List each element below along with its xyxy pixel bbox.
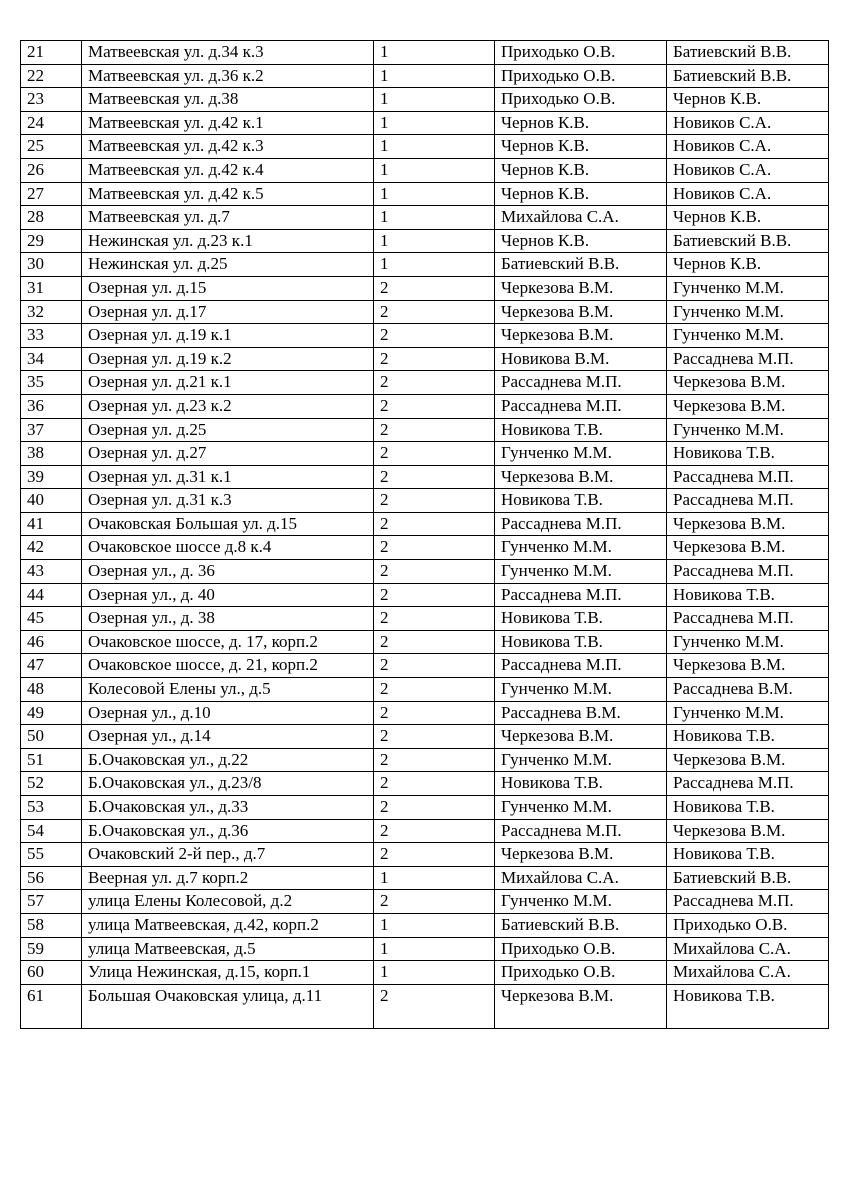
district-cell: 1 bbox=[374, 253, 495, 277]
district-cell: 1 bbox=[374, 158, 495, 182]
row-number-cell: 25 bbox=[21, 135, 82, 159]
row-number-cell: 59 bbox=[21, 937, 82, 961]
district-cell: 2 bbox=[374, 725, 495, 749]
responsible-person-cell: Чернов К.В. bbox=[495, 135, 667, 159]
district-cell: 2 bbox=[374, 843, 495, 867]
district-cell: 1 bbox=[374, 88, 495, 112]
deputy-person-cell: Михайлова С.А. bbox=[667, 937, 829, 961]
responsible-person-cell: Черкезова В.М. bbox=[495, 465, 667, 489]
table-row bbox=[21, 748, 829, 772]
row-number-cell: 22 bbox=[21, 64, 82, 88]
responsible-person-cell: Рассаднева М.П. bbox=[495, 654, 667, 678]
address-cell: Матвеевская ул. д.42 к.4 bbox=[82, 158, 374, 182]
deputy-person-cell: Батиевский В.В. bbox=[667, 866, 829, 890]
responsible-person-cell: Рассаднева М.П. bbox=[495, 819, 667, 843]
district-cell: 1 bbox=[374, 866, 495, 890]
table-row bbox=[21, 489, 829, 513]
district-cell: 2 bbox=[374, 536, 495, 560]
row-number-cell: 26 bbox=[21, 158, 82, 182]
deputy-person-cell: Гунченко М.М. bbox=[667, 701, 829, 725]
district-cell: 2 bbox=[374, 819, 495, 843]
address-cell: Матвеевская ул. д.42 к.1 bbox=[82, 111, 374, 135]
table-row bbox=[21, 654, 829, 678]
table-row bbox=[21, 41, 829, 65]
address-cell: Матвеевская ул. д.42 к.5 bbox=[82, 182, 374, 206]
row-number-cell: 32 bbox=[21, 300, 82, 324]
table-row bbox=[21, 772, 829, 796]
row-number-cell: 38 bbox=[21, 442, 82, 466]
address-cell: Большая Очаковская улица, д.11 bbox=[82, 984, 374, 1028]
address-cell: Озерная ул. д.19 к.1 bbox=[82, 324, 374, 348]
address-cell: Б.Очаковская ул., д.36 bbox=[82, 819, 374, 843]
district-cell: 2 bbox=[374, 347, 495, 371]
district-cell: 2 bbox=[374, 442, 495, 466]
responsible-person-cell: Приходько О.В. bbox=[495, 41, 667, 65]
address-cell: Озерная ул., д. 36 bbox=[82, 560, 374, 584]
address-cell: Очаковская Большая ул. д.15 bbox=[82, 512, 374, 536]
table-row bbox=[21, 229, 829, 253]
address-cell: Очаковский 2-й пер., д.7 bbox=[82, 843, 374, 867]
row-number-cell: 54 bbox=[21, 819, 82, 843]
row-number-cell: 49 bbox=[21, 701, 82, 725]
row-number-cell: 33 bbox=[21, 324, 82, 348]
responsible-person-cell: Батиевский В.В. bbox=[495, 913, 667, 937]
district-cell: 2 bbox=[374, 890, 495, 914]
table-body bbox=[21, 41, 829, 1029]
table-row bbox=[21, 182, 829, 206]
row-number-cell: 42 bbox=[21, 536, 82, 560]
table-row bbox=[21, 347, 829, 371]
deputy-person-cell: Новикова Т.В. bbox=[667, 796, 829, 820]
address-cell: Б.Очаковская ул., д.23/8 bbox=[82, 772, 374, 796]
row-number-cell: 40 bbox=[21, 489, 82, 513]
address-cell: Колесовой Елены ул., д.5 bbox=[82, 678, 374, 702]
address-cell: Озерная ул., д. 38 bbox=[82, 607, 374, 631]
row-number-cell: 27 bbox=[21, 182, 82, 206]
district-cell: 2 bbox=[374, 772, 495, 796]
address-cell: Озерная ул. д.17 bbox=[82, 300, 374, 324]
row-number-cell: 28 bbox=[21, 206, 82, 230]
deputy-person-cell: Батиевский В.В. bbox=[667, 41, 829, 65]
table-row bbox=[21, 913, 829, 937]
address-cell: Нежинская ул. д.25 bbox=[82, 253, 374, 277]
responsible-person-cell: Приходько О.В. bbox=[495, 88, 667, 112]
row-number-cell: 53 bbox=[21, 796, 82, 820]
deputy-person-cell: Гунченко М.М. bbox=[667, 276, 829, 300]
responsible-person-cell: Рассаднева В.М. bbox=[495, 701, 667, 725]
district-cell: 2 bbox=[374, 630, 495, 654]
row-number-cell: 61 bbox=[21, 984, 82, 1028]
responsible-person-cell: Новикова Т.В. bbox=[495, 607, 667, 631]
deputy-person-cell: Новикова Т.В. bbox=[667, 725, 829, 749]
deputy-person-cell: Гунченко М.М. bbox=[667, 418, 829, 442]
row-number-cell: 47 bbox=[21, 654, 82, 678]
district-cell: 2 bbox=[374, 701, 495, 725]
deputy-person-cell: Черкезова В.М. bbox=[667, 536, 829, 560]
deputy-person-cell: Новиков С.А. bbox=[667, 111, 829, 135]
row-number-cell: 30 bbox=[21, 253, 82, 277]
responsible-person-cell: Гунченко М.М. bbox=[495, 442, 667, 466]
row-number-cell: 35 bbox=[21, 371, 82, 395]
responsible-person-cell: Рассаднева М.П. bbox=[495, 371, 667, 395]
responsible-person-cell: Черкезова В.М. bbox=[495, 300, 667, 324]
responsible-person-cell: Рассаднева М.П. bbox=[495, 583, 667, 607]
deputy-person-cell: Гунченко М.М. bbox=[667, 630, 829, 654]
address-cell: Матвеевская ул. д.38 bbox=[82, 88, 374, 112]
responsible-person-cell: Черкезова В.М. bbox=[495, 843, 667, 867]
table-row bbox=[21, 442, 829, 466]
responsible-person-cell: Черкезова В.М. bbox=[495, 276, 667, 300]
table-row bbox=[21, 607, 829, 631]
deputy-person-cell: Михайлова С.А. bbox=[667, 961, 829, 985]
table-row bbox=[21, 512, 829, 536]
table-row bbox=[21, 583, 829, 607]
responsible-person-cell: Гунченко М.М. bbox=[495, 890, 667, 914]
district-cell: 1 bbox=[374, 961, 495, 985]
table-row bbox=[21, 253, 829, 277]
district-cell: 2 bbox=[374, 796, 495, 820]
table-row bbox=[21, 678, 829, 702]
row-number-cell: 48 bbox=[21, 678, 82, 702]
district-cell: 2 bbox=[374, 418, 495, 442]
deputy-person-cell: Приходько О.В. bbox=[667, 913, 829, 937]
deputy-person-cell: Рассаднева М.П. bbox=[667, 465, 829, 489]
district-cell: 1 bbox=[374, 64, 495, 88]
deputy-person-cell: Черкезова В.М. bbox=[667, 394, 829, 418]
table-row bbox=[21, 536, 829, 560]
row-number-cell: 36 bbox=[21, 394, 82, 418]
responsible-person-cell: Черкезова В.М. bbox=[495, 324, 667, 348]
row-number-cell: 24 bbox=[21, 111, 82, 135]
district-cell: 2 bbox=[374, 371, 495, 395]
responsible-person-cell: Приходько О.В. bbox=[495, 937, 667, 961]
district-cell: 2 bbox=[374, 984, 495, 1028]
row-number-cell: 52 bbox=[21, 772, 82, 796]
district-cell: 2 bbox=[374, 300, 495, 324]
district-cell: 2 bbox=[374, 512, 495, 536]
table-row bbox=[21, 300, 829, 324]
responsible-person-cell: Гунченко М.М. bbox=[495, 748, 667, 772]
district-cell: 1 bbox=[374, 111, 495, 135]
address-cell: Озерная ул., д. 40 bbox=[82, 583, 374, 607]
address-cell: Матвеевская ул. д.34 к.3 bbox=[82, 41, 374, 65]
deputy-person-cell: Чернов К.В. bbox=[667, 88, 829, 112]
address-cell: Озерная ул. д.31 к.3 bbox=[82, 489, 374, 513]
row-number-cell: 39 bbox=[21, 465, 82, 489]
table-row bbox=[21, 984, 829, 1028]
responsible-person-cell: Приходько О.В. bbox=[495, 961, 667, 985]
responsible-person-cell: Рассаднева М.П. bbox=[495, 394, 667, 418]
address-cell: Озерная ул., д.10 bbox=[82, 701, 374, 725]
responsible-person-cell: Новикова В.М. bbox=[495, 347, 667, 371]
responsible-person-cell: Батиевский В.В. bbox=[495, 253, 667, 277]
table-row bbox=[21, 701, 829, 725]
deputy-person-cell: Черкезова В.М. bbox=[667, 371, 829, 395]
row-number-cell: 51 bbox=[21, 748, 82, 772]
deputy-person-cell: Чернов К.В. bbox=[667, 206, 829, 230]
row-number-cell: 29 bbox=[21, 229, 82, 253]
address-cell: Б.Очаковская ул., д.33 bbox=[82, 796, 374, 820]
address-cell: Озерная ул. д.15 bbox=[82, 276, 374, 300]
district-cell: 1 bbox=[374, 913, 495, 937]
deputy-person-cell: Черкезова В.М. bbox=[667, 512, 829, 536]
row-number-cell: 55 bbox=[21, 843, 82, 867]
table-row bbox=[21, 819, 829, 843]
district-cell: 2 bbox=[374, 560, 495, 584]
deputy-person-cell: Рассаднева М.П. bbox=[667, 489, 829, 513]
responsible-person-cell: Гунченко М.М. bbox=[495, 796, 667, 820]
address-cell: Матвеевская ул. д.36 к.2 bbox=[82, 64, 374, 88]
table-row bbox=[21, 890, 829, 914]
responsible-person-cell: Новикова Т.В. bbox=[495, 418, 667, 442]
responsible-person-cell: Новикова Т.В. bbox=[495, 772, 667, 796]
address-cell: Озерная ул. д.31 к.1 bbox=[82, 465, 374, 489]
deputy-person-cell: Новиков С.А. bbox=[667, 135, 829, 159]
deputy-person-cell: Новикова Т.В. bbox=[667, 843, 829, 867]
deputy-person-cell: Рассаднева М.П. bbox=[667, 890, 829, 914]
responsible-person-cell: Приходько О.В. bbox=[495, 64, 667, 88]
address-cell: улица Матвеевская, д.42, корп.2 bbox=[82, 913, 374, 937]
deputy-person-cell: Новикова Т.В. bbox=[667, 442, 829, 466]
responsible-person-cell: Михайлова С.А. bbox=[495, 206, 667, 230]
table-row bbox=[21, 394, 829, 418]
table-row bbox=[21, 937, 829, 961]
responsible-person-cell: Новикова Т.В. bbox=[495, 630, 667, 654]
address-cell: улица Елены Колесовой, д.2 bbox=[82, 890, 374, 914]
responsible-person-cell: Новикова Т.В. bbox=[495, 489, 667, 513]
address-cell: Очаковское шоссе, д. 21, корп.2 bbox=[82, 654, 374, 678]
address-cell: Озерная ул., д.14 bbox=[82, 725, 374, 749]
deputy-person-cell: Рассаднева В.М. bbox=[667, 678, 829, 702]
address-cell: Очаковское шоссе, д. 17, корп.2 bbox=[82, 630, 374, 654]
responsible-person-cell: Гунченко М.М. bbox=[495, 536, 667, 560]
deputy-person-cell: Батиевский В.В. bbox=[667, 64, 829, 88]
table-row bbox=[21, 206, 829, 230]
deputy-person-cell: Новикова Т.В. bbox=[667, 984, 829, 1028]
district-cell: 1 bbox=[374, 41, 495, 65]
row-number-cell: 46 bbox=[21, 630, 82, 654]
deputy-person-cell: Рассаднева М.П. bbox=[667, 607, 829, 631]
table-row bbox=[21, 465, 829, 489]
district-cell: 2 bbox=[374, 324, 495, 348]
deputy-person-cell: Черкезова В.М. bbox=[667, 819, 829, 843]
row-number-cell: 21 bbox=[21, 41, 82, 65]
row-number-cell: 34 bbox=[21, 347, 82, 371]
row-number-cell: 43 bbox=[21, 560, 82, 584]
row-number-cell: 37 bbox=[21, 418, 82, 442]
table-row bbox=[21, 796, 829, 820]
address-cell: Озерная ул. д.23 к.2 bbox=[82, 394, 374, 418]
address-cell: улица Матвеевская, д.5 bbox=[82, 937, 374, 961]
row-number-cell: 45 bbox=[21, 607, 82, 631]
responsible-person-cell: Гунченко М.М. bbox=[495, 678, 667, 702]
address-cell: Озерная ул. д.19 к.2 bbox=[82, 347, 374, 371]
district-cell: 1 bbox=[374, 937, 495, 961]
district-cell: 1 bbox=[374, 135, 495, 159]
responsible-person-cell: Чернов К.В. bbox=[495, 182, 667, 206]
deputy-person-cell: Рассаднева М.П. bbox=[667, 772, 829, 796]
address-cell: Озерная ул. д.21 к.1 bbox=[82, 371, 374, 395]
row-number-cell: 50 bbox=[21, 725, 82, 749]
table-row bbox=[21, 111, 829, 135]
table-row bbox=[21, 418, 829, 442]
address-cell: Веерная ул. д.7 корп.2 bbox=[82, 866, 374, 890]
table-row bbox=[21, 135, 829, 159]
row-number-cell: 56 bbox=[21, 866, 82, 890]
district-cell: 2 bbox=[374, 465, 495, 489]
address-cell: Улица Нежинская, д.15, корп.1 bbox=[82, 961, 374, 985]
row-number-cell: 23 bbox=[21, 88, 82, 112]
table-row bbox=[21, 324, 829, 348]
table-row bbox=[21, 961, 829, 985]
deputy-person-cell: Гунченко М.М. bbox=[667, 324, 829, 348]
table-row bbox=[21, 276, 829, 300]
district-cell: 2 bbox=[374, 276, 495, 300]
district-cell: 2 bbox=[374, 583, 495, 607]
responsible-person-cell: Чернов К.В. bbox=[495, 111, 667, 135]
responsible-person-cell: Черкезова В.М. bbox=[495, 984, 667, 1028]
assignment-table bbox=[20, 40, 829, 1029]
address-cell: Озерная ул. д.25 bbox=[82, 418, 374, 442]
deputy-person-cell: Чернов К.В. bbox=[667, 253, 829, 277]
deputy-person-cell: Гунченко М.М. bbox=[667, 300, 829, 324]
deputy-person-cell: Новикова Т.В. bbox=[667, 583, 829, 607]
row-number-cell: 44 bbox=[21, 583, 82, 607]
deputy-person-cell: Черкезова В.М. bbox=[667, 748, 829, 772]
responsible-person-cell: Гунченко М.М. bbox=[495, 560, 667, 584]
row-number-cell: 31 bbox=[21, 276, 82, 300]
district-cell: 2 bbox=[374, 654, 495, 678]
responsible-person-cell: Михайлова С.А. bbox=[495, 866, 667, 890]
table-row bbox=[21, 725, 829, 749]
district-cell: 1 bbox=[374, 229, 495, 253]
address-cell: Очаковское шоссе д.8 к.4 bbox=[82, 536, 374, 560]
row-number-cell: 60 bbox=[21, 961, 82, 985]
address-cell: Озерная ул. д.27 bbox=[82, 442, 374, 466]
deputy-person-cell: Рассаднева М.П. bbox=[667, 347, 829, 371]
table-row bbox=[21, 866, 829, 890]
table-row bbox=[21, 843, 829, 867]
row-number-cell: 57 bbox=[21, 890, 82, 914]
table-row bbox=[21, 88, 829, 112]
table-row bbox=[21, 158, 829, 182]
row-number-cell: 58 bbox=[21, 913, 82, 937]
responsible-person-cell: Рассаднева М.П. bbox=[495, 512, 667, 536]
responsible-person-cell: Черкезова В.М. bbox=[495, 725, 667, 749]
district-cell: 1 bbox=[374, 182, 495, 206]
district-cell: 2 bbox=[374, 607, 495, 631]
table-row bbox=[21, 560, 829, 584]
table-row bbox=[21, 371, 829, 395]
district-cell: 1 bbox=[374, 206, 495, 230]
district-cell: 2 bbox=[374, 394, 495, 418]
deputy-person-cell: Черкезова В.М. bbox=[667, 654, 829, 678]
responsible-person-cell: Чернов К.В. bbox=[495, 229, 667, 253]
address-cell: Б.Очаковская ул., д.22 bbox=[82, 748, 374, 772]
deputy-person-cell: Новиков С.А. bbox=[667, 182, 829, 206]
district-cell: 2 bbox=[374, 678, 495, 702]
address-cell: Матвеевская ул. д.7 bbox=[82, 206, 374, 230]
address-cell: Нежинская ул. д.23 к.1 bbox=[82, 229, 374, 253]
deputy-person-cell: Батиевский В.В. bbox=[667, 229, 829, 253]
responsible-person-cell: Чернов К.В. bbox=[495, 158, 667, 182]
table-row bbox=[21, 64, 829, 88]
district-cell: 2 bbox=[374, 489, 495, 513]
district-cell: 2 bbox=[374, 748, 495, 772]
row-number-cell: 41 bbox=[21, 512, 82, 536]
deputy-person-cell: Рассаднева М.П. bbox=[667, 560, 829, 584]
address-cell: Матвеевская ул. д.42 к.3 bbox=[82, 135, 374, 159]
deputy-person-cell: Новиков С.А. bbox=[667, 158, 829, 182]
table-row bbox=[21, 630, 829, 654]
